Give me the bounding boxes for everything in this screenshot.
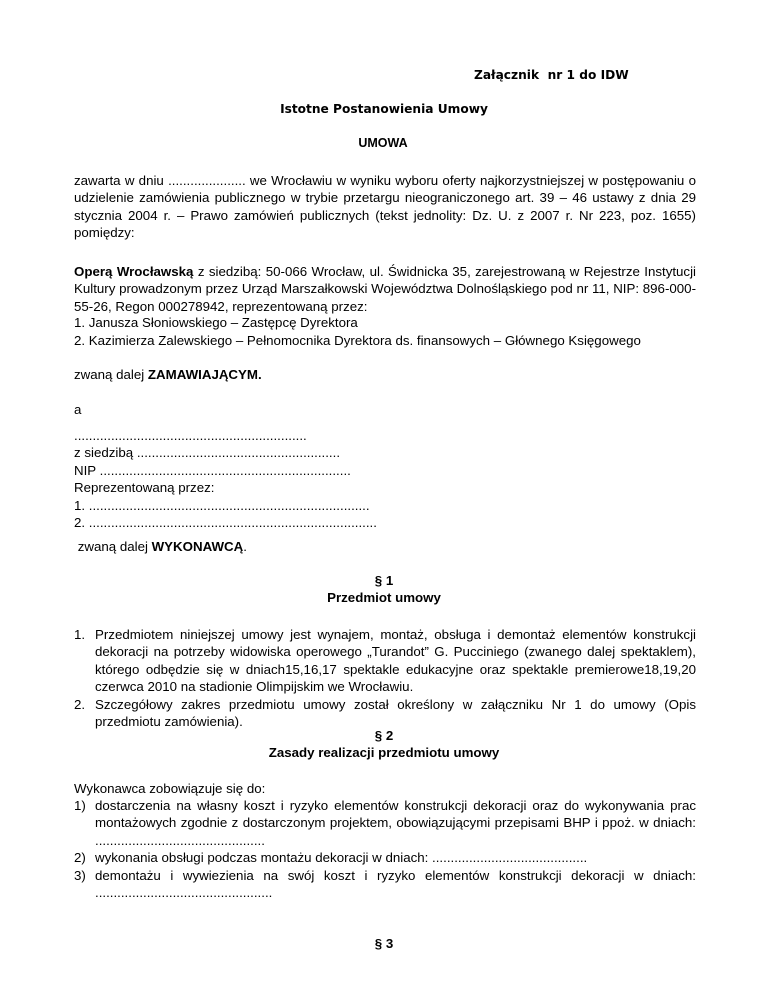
and-connector: a bbox=[74, 402, 82, 417]
party2-called-prefix: zwaną dalej bbox=[74, 539, 152, 554]
list-item-text: wykonania obsługi podczas montażu dekoracji w dniach: .......................................... bbox=[95, 850, 588, 866]
party2-called-name: WYKONAWCĄ bbox=[151, 539, 244, 554]
party1-called bbox=[74, 366, 696, 383]
list-item-text: Przedmiotem niniejszej umowy jest wynajem, montaż, obsługa i demontaż elementów konstrukcji dekoracji na potrzeby widowiska operowego „Turandot” G. Pucciniego (zwanego dalej spektaklem), którego odbędzie się w dniach15,16,17 spektakle edukacyjne oraz spektakle premierowe18,19,20 czerwca 2010 na stadionie Olimpijskim we Wrocławiu. bbox=[95, 627, 696, 695]
list-item bbox=[74, 849, 696, 866]
list-item-number: 2) bbox=[74, 850, 86, 866]
party1-description: z siedzibą: 50-066 Wrocław, ul. Świdnicka 35, zarejestrowaną w Rejestrze Instytucji Kultury prowadzonym przez Urząd Marszałkowski Województwa Dolnośląskiego pod nr 11, NIP: 896-000-55-26, Regon 000278942, reprezentowaną przez: bbox=[74, 264, 696, 314]
list-item bbox=[74, 696, 696, 731]
party2-rep1-line: 1. ............................................................................ bbox=[74, 497, 370, 513]
party2-rep2-line: 2. .............................................................................. bbox=[74, 515, 377, 531]
party2-rep-label: Reprezentowaną przez: bbox=[74, 480, 215, 496]
section2-number: § 2 bbox=[374, 728, 394, 743]
list-item-text: demontażu i wywiezienia na swój koszt i ryzyko elementów konstrukcji dekoracji w dniach: ................................................ bbox=[95, 867, 696, 901]
party2-called-suffix: . bbox=[243, 539, 247, 554]
party1-rep2: 2. Kazimierza Zalewskiego – Pełnomocnika Dyrektora ds. finansowych – Głównego Księgowego bbox=[74, 333, 641, 348]
document-subtitle: Istotne Postanowienia Umowy bbox=[280, 102, 488, 116]
list-item-text: Szczegółowy zakres przedmiotu umowy został określony w załączniku Nr 1 do umowy (Opis przedmiotu zamówienia). bbox=[95, 696, 696, 730]
intro-paragraph: zawarta w dniu ..................... we Wrocławiu w wyniku wyboru oferty najkorzystniejszej w postępowaniu o udzielenie zamówienia publicznego w trybie przetargu nieograniczonego art. 39 – 46 ustawy z dnia 29 stycznia 2004 r. – Prawo zamówień publicznych (tekst jednolity: Dz. U. z 2007 r. Nr 223, poz. 1655) pomiędzy: bbox=[74, 173, 696, 241]
party1-rep1: 1. Janusza Słoniowskiego – Zastępcę Dyrektora bbox=[74, 315, 358, 330]
document-title: UMOWA bbox=[358, 136, 408, 150]
section1-number: § 1 bbox=[374, 573, 394, 588]
attachment-label: Załącznik nr 1 do IDW bbox=[474, 68, 629, 82]
section2-title: Zasady realizacji przedmiotu umowy bbox=[268, 745, 500, 760]
party1-called-prefix: zwaną dalej bbox=[74, 367, 148, 382]
section1-title: Przedmiot umowy bbox=[327, 590, 441, 605]
list-item-number: 3) bbox=[74, 867, 86, 883]
section3-number: § 3 bbox=[374, 936, 394, 951]
list-item-number: 2. bbox=[74, 696, 86, 712]
party2-seat-line: z siedzibą ....................................................... bbox=[74, 445, 341, 461]
party2-block bbox=[74, 427, 696, 531]
party1-called-name: ZAMAWIAJĄCYM. bbox=[147, 367, 262, 382]
list-item bbox=[74, 626, 696, 696]
party2-called bbox=[74, 538, 696, 555]
section2-intro: Wykonawca zobowiązuje się do: bbox=[74, 781, 266, 796]
list-item-text: dostarczenia na własny koszt i ryzyko elementów konstrukcji dekoracji oraz do wykonywania prac montażowych zgodnie z dostarczonym projektem, obowiązującymi przepisami BHP i ppoż. w dniach: .............................................. bbox=[95, 798, 696, 848]
party1-name: Operą Wrocławską bbox=[74, 264, 194, 279]
party1-paragraph bbox=[74, 263, 696, 315]
list-item bbox=[74, 797, 696, 849]
section2-list bbox=[74, 797, 696, 901]
section1-list bbox=[74, 626, 696, 730]
list-item bbox=[74, 867, 696, 902]
list-item-number: 1) bbox=[74, 798, 86, 813]
party2-nip-line: NIP .................................................................... bbox=[74, 462, 351, 478]
list-item-number: 1. bbox=[74, 627, 86, 642]
party2-name-line: ............................................................... bbox=[74, 428, 307, 443]
